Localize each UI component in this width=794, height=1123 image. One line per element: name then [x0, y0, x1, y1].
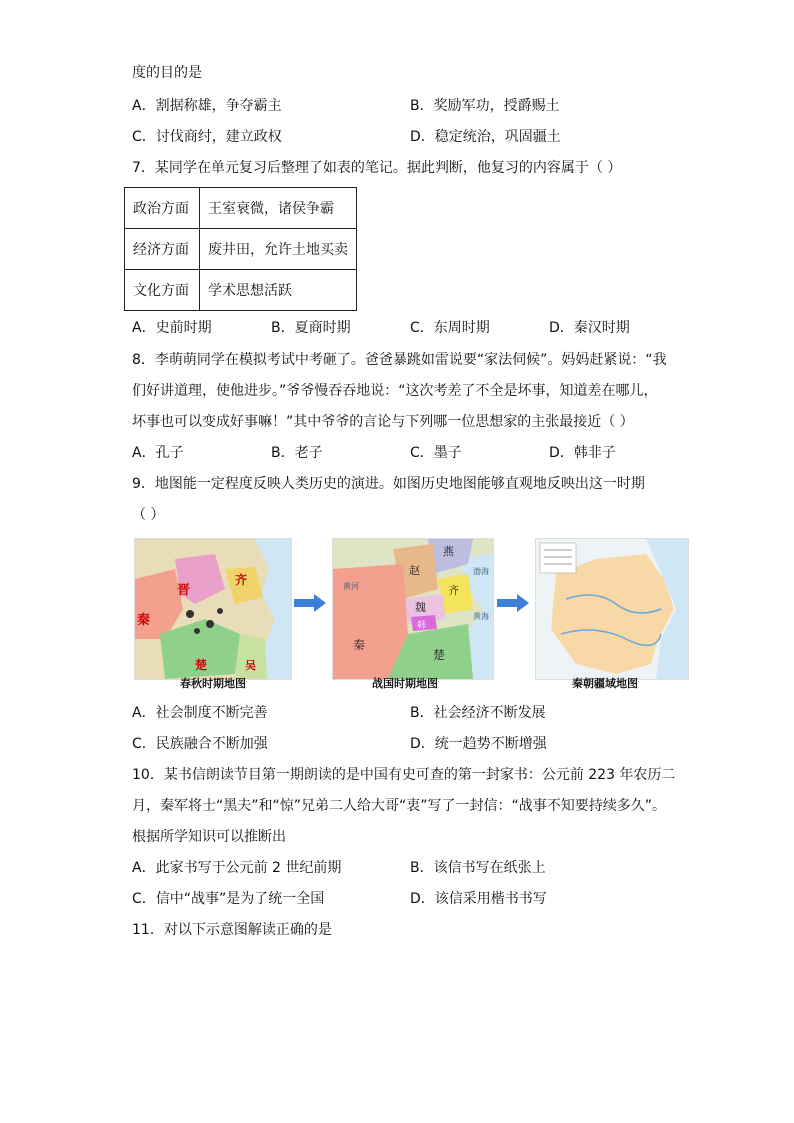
table-cell-key: 政治方面 — [125, 188, 200, 229]
map-label: 黄河 — [343, 582, 359, 591]
table-cell-value: 废井田，允许土地买卖 — [200, 229, 357, 270]
table-cell-key: 文化方面 — [125, 270, 200, 311]
map-warring-states-svg — [333, 539, 493, 679]
map-label: 晋 — [177, 583, 191, 598]
map-warring-states — [332, 538, 494, 680]
map-label: 魏 — [415, 601, 426, 614]
q9-line-1: 9．地图能一定程度反映人类历史的演进。如图历史地图能够直观地反映出这一时期 — [132, 476, 645, 492]
q9-line-2: （ ） — [132, 507, 165, 523]
q6-option-a: A．割据称雄，争夺霸主 — [132, 98, 282, 114]
q7-option-c: C．东周时期 — [410, 320, 490, 336]
map-caption-warring: 战国时期地图 — [372, 677, 438, 690]
q7-stem: 7．某同学在单元复习后整理了如表的笔记。据此判断，他复习的内容属于（ ） — [132, 160, 622, 176]
q10-line-3: 根据所学知识可以推断出 — [132, 829, 286, 845]
q9-option-a: A．社会制度不断完善 — [132, 705, 268, 721]
q8-line-3: 坏事也可以变成好事嘛！”其中爷爷的言论与下列哪一位思想家的主张最接近（ ） — [132, 414, 634, 430]
q7-option-d: D．秦汉时期 — [549, 320, 630, 336]
table-cell-key: 经济方面 — [125, 229, 200, 270]
map-label: 楚 — [433, 648, 446, 662]
map-label: 秦 — [353, 638, 366, 652]
q8-line-2: 们好讲道理，使他进步。”爷爷慢吞吞地说：“这次考差了不全是坏事，知道差在哪儿， — [132, 383, 658, 399]
q6-option-c: C．讨伐商纣，建立政权 — [132, 129, 282, 145]
q8-option-b: B．老子 — [271, 445, 323, 461]
table-row — [125, 229, 357, 270]
q8-option-d: D．韩非子 — [549, 445, 616, 461]
table-cell-value: 学术思想活跃 — [200, 270, 357, 311]
q10-option-b: B．该信书写在纸张上 — [410, 860, 546, 876]
q6-option-d: D．稳定统治，巩固疆土 — [410, 129, 561, 145]
q11-stem: 11．对以下示意图解读正确的是 — [132, 922, 332, 938]
q10-option-c: C．信中“战事”是为了统一全国 — [132, 891, 325, 907]
table-row — [125, 270, 357, 311]
table-cell-value: 王室衰微，诸侯争霸 — [200, 188, 357, 229]
q10-line-1: 10．某书信朗读节目第一期朗读的是中国有史可查的第一封家书：公元前 223 年农历二 — [132, 767, 676, 783]
q9-option-d: D．统一趋势不断增强 — [410, 736, 547, 752]
arrow-right-icon — [294, 594, 326, 612]
q6-option-b: B．奖励军功，授爵赐土 — [410, 98, 560, 114]
q8-option-a: A．孔子 — [132, 445, 184, 461]
map-caption-spring: 春秋时期地图 — [180, 677, 246, 690]
map-label: 楚 — [195, 658, 208, 672]
map-qin-territory-svg — [536, 539, 688, 679]
q6-stem-tail: 度的目的是 — [132, 65, 202, 81]
table-row — [125, 188, 357, 229]
q7-notes-table — [124, 187, 357, 311]
q7-option-b: B．夏商时期 — [271, 320, 351, 336]
map-spring-autumn — [134, 538, 292, 680]
map-label: 吴 — [245, 659, 256, 672]
map-label: 韩 — [417, 621, 427, 631]
map-label: 渤海 — [473, 567, 489, 576]
map-label: 燕 — [443, 545, 454, 558]
map-spring-autumn-svg — [135, 539, 291, 679]
q9-option-c: C．民族融合不断加强 — [132, 736, 268, 752]
q7-option-a: A．史前时期 — [132, 320, 212, 336]
arrow-right-icon — [497, 594, 529, 612]
q10-option-a: A．此家书写于公元前 2 世纪前期 — [132, 860, 342, 876]
map-caption-qin: 秦朝疆域地图 — [572, 677, 638, 690]
map-label: 黄海 — [473, 612, 489, 621]
q9-option-b: B．社会经济不断发展 — [410, 705, 546, 721]
q10-line-2: 月，秦军将士“黑夫”和“惊”兄弟二人给大哥“衷”写了一封信：“战事不知要持续多久”。 — [132, 798, 667, 814]
wu-region — [235, 634, 267, 679]
map-label: 齐 — [448, 584, 459, 597]
q10-option-d: D．该信采用楷书书写 — [410, 891, 547, 907]
map-label: 秦 — [137, 613, 151, 628]
q8-option-c: C．墨子 — [410, 445, 462, 461]
map-label: 赵 — [409, 564, 420, 577]
map-qin-territory — [535, 538, 689, 680]
q8-line-1: 8．李萌萌同学在模拟考试中考砸了。爸爸暴跳如雷说要“家法伺候”。妈妈赶紧说：“我 — [132, 352, 667, 368]
map-label: 齐 — [235, 573, 248, 587]
